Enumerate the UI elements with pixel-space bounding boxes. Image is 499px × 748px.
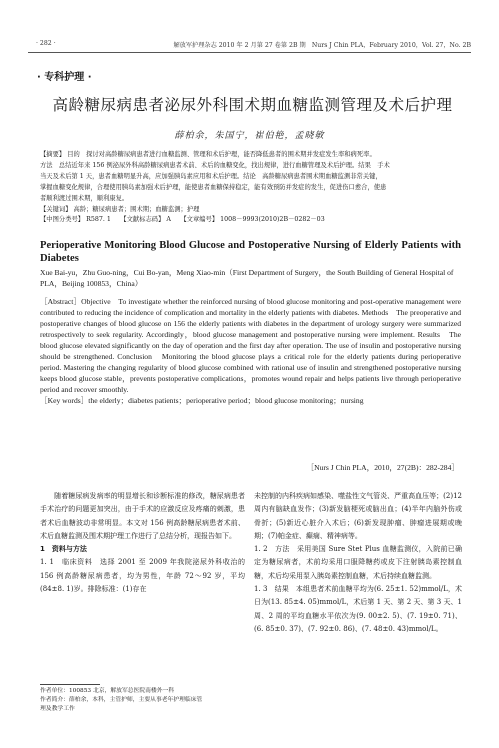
body-paragraph: 未控制的内科疾病如感染、噬盐性文气管炎、严重高血压等；(2)12 周内有脑缺血发作；(3)新发脑梗死或脑出血；(4)半年内脑外伤或骨折；(5)新近心脏介入术后；(6)新发现肿瘤、肿瘤进展期或晚期；(7)帕金症、癫痫、精神病等。 xyxy=(254,492,462,540)
footnote-rule xyxy=(40,684,100,685)
english-title: Perioperative Monitoring Blood Glucose and Postoperative Nursing of Elderly Patients with Diabetes xyxy=(40,240,461,264)
section-heading: 1 资料与方法 xyxy=(40,545,87,554)
cn-keywords: 【关键词】 高龄；糖尿病患者；围术期；血糖监测；护理 xyxy=(40,205,200,213)
authors: 薛柏余，朱国宁，崔伯艳，孟晓敏 xyxy=(174,131,325,141)
cn-abstract-line: 当天及术后第 1 天，患者血糖明显升高，应加强胰岛素应用和术后护理。结论 高龄糖尿病患者围术期血糖监测非常关键， xyxy=(40,172,382,180)
en-abstract-text: ［Abstract］Objective To investigate whether the reinforced nursing of blood glucose monitoring and post-operative management were contributed to reducing the incidence of complication and mortality in the elderly patients with diabetes. Methods The preoperative and postoperative changes of blood glucose on 156 the elderly patients with diabetes in the department of urology surgery were summarized retrospectively to seek regularity. Accordingly，blood glucose management and postoperative nursing were implement. Results The blood glucose elevated significantly on the day of operation and the first day after operation. The use of insulin and postoperative nursing should be strengthened. Conclusion Monitoring the blood glucose plays a critical role for the elderly patients during perioperative period. Mastering the changing regularity of blood glucose combined with rational use of insulin and strengthened postoperative nursing keeps blood glucose stable，prevents postoperative complications，promotes wound repair and helps patients live through perioperative period and recover smoothly. xyxy=(40,297,461,394)
cn-abstract-line: 掌握血糖变化规律，合理使用胰岛素加强术后护理，能使患者血糖保持稳定，能有效预防并发症的发生，促进伤口愈合，使患 xyxy=(40,183,387,191)
english-affiliation: Xue Bai-yu，Zhu Guo-ning，Cui Bo-yan，Meng Xiao-min（First Department of Surgery，the South Building of General Hospital of PLA，Beijing 100853，China） xyxy=(40,268,454,288)
body-paragraph: 1. 2 方法 采用美国 Sure Stet Plus 血糖监测仪，入院前已确定为糖尿病者，术前均采用口服降糖药或皮下注射胰岛素控制血糖，术后均采用泵入胰岛素控制血糖，术后持续血糖监测。 xyxy=(254,545,462,580)
cn-classification: 【中图分类号】 R587. 1 【文献标志码】 A 【文章编号】 1008－9993(2010)2B－0282－03 xyxy=(40,216,325,224)
body-right-column xyxy=(254,490,462,636)
footnotes xyxy=(40,687,250,714)
article-title: 高龄糖尿病患者泌尿外科围术期血糖监测管理及术后护理 xyxy=(52,96,453,114)
body-paragraph: 1. 1 临床资料 选择 2001 至 2009 年我院泌尿外科收治的 156 例高龄糖尿病患者，均为男性，年龄 72～92 岁，平均(84±8. 1)岁。排除标准：(1)存在 xyxy=(40,558,245,594)
english-abstract xyxy=(40,296,461,406)
footnote-line: 理及教学工作 xyxy=(40,706,75,712)
chinese-abstract xyxy=(40,150,459,226)
footnote-line: 作者单位：100853 北京，解放军总医院南楼外一科 xyxy=(40,688,175,694)
en-keywords: ［Key words］the elderly；diabetes patients；perioperative period；blood glucose monitoring；nursing xyxy=(40,396,364,405)
header-rule xyxy=(28,52,471,53)
body-paragraph: 随着糖尿病发病率的明显增长和诊断标准的修改，糖尿病患者手术治疗的问题更加突出，由于手术的应激反应及疼痛的刺激，患者术后血糖波动非常明显。本文对 156 例高龄糖尿病患者术前、术后血糖监测及围术期护理工作进行了总结分析，现报告如下。 xyxy=(40,492,245,540)
cn-abstract-line: 者顺利渡过围术期，顺利康复。 xyxy=(40,194,129,202)
journal-running-title: 解放军护理杂志 2010 年 2 月第 27 卷第 2B 期 Nurs J Chin PLA，February 2010，Vol. 27，No. 2B xyxy=(173,42,471,49)
footnote-line: 作者简介：薛柏余，本科，主管护师，主要从事老年护理临床管 xyxy=(40,697,203,703)
cn-abstract-line: 【摘要】 目的 探讨对高龄糖尿病患者进行血糖监测、管理和术后护理，能否降低患者的围术期并发症发生率和病死率。 xyxy=(40,151,376,158)
column-label: · 专科护理 · xyxy=(37,72,92,83)
body-paragraph: 1. 3 结果 本组患者术前血糖平均为(6. 25±1. 52)mmol/L，术日为(13. 85±4. 05)mmol/L，术后第 1 天、第 2 天、第 3 天、1 周、2 周的平均血糖水平依次为(9. 00±2. 5)、(7. 19±0. 71)、(6. 85±0. 37)、(7. 92±0. 86)、(7. 48±0. 43)mmol/L。 xyxy=(254,585,462,633)
cn-abstract-line: 方法 总结近年来 156 例泌尿外科高龄糖尿病患者术前、术后的血糖变化，找出规律，进行血糖管理及术后护理。结果 手术 xyxy=(40,161,390,169)
page-number: · 282 · xyxy=(36,40,56,47)
citation: ［Nurs J Chin PLA，2010，27(2B)：282-284］ xyxy=(306,463,459,472)
body-left-column xyxy=(40,490,245,596)
